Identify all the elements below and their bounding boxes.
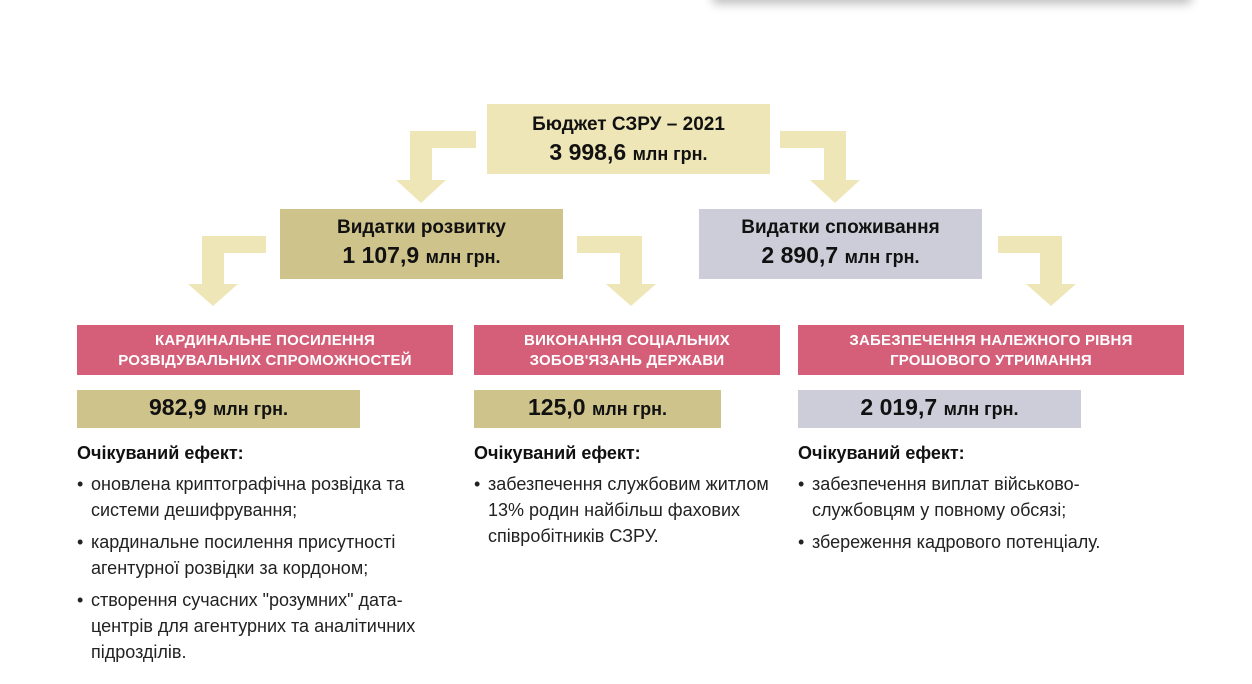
list-item: • збереження кадрового потенціалу.: [798, 529, 1158, 555]
col1-header: КАРДИНАЛЬНЕ ПОСИЛЕННЯ РОЗВІДУВАЛЬНИХ СПРОМОЖНОСТЕЙ: [77, 325, 453, 375]
arrow-development-to-col1: [188, 236, 266, 306]
col1-effect-title: Очікуваний ефект:: [77, 443, 244, 463]
development-box: [280, 209, 563, 279]
list-item: • забезпечення службовим житлом 13% родин найбільш фахових співробітників СЗРУ.: [474, 471, 770, 549]
col2-header: ВИКОНАННЯ СОЦІАЛЬНИХ ЗОБОВ'ЯЗАНЬ ДЕРЖАВИ: [474, 325, 780, 375]
root-title: Бюджет СЗРУ – 2021: [532, 114, 725, 135]
col1-effect-list: [77, 471, 437, 671]
col2-amount: 125,0 млн грн.: [474, 390, 721, 428]
consumption-amount: 2 890,7 млн грн.: [761, 242, 920, 268]
arrow-root-to-consumption: [780, 131, 860, 203]
col2-effect-title: Очікуваний ефект:: [474, 443, 641, 463]
root-amount: 3 998,6 млн грн.: [549, 139, 708, 165]
col2-effect-list: [474, 471, 770, 555]
arrow-consumption-to-col3: [998, 236, 1076, 306]
development-amount: 1 107,9 млн грн.: [342, 242, 501, 268]
col3-amount: 2 019,7 млн грн.: [798, 390, 1081, 428]
consumption-box: [699, 209, 982, 279]
development-title: Видатки розвитку: [337, 217, 506, 238]
col3-effect-title: Очікуваний ефект:: [798, 443, 965, 463]
list-item: • оновлена криптографічна розвідка та системи дешифрування;: [77, 471, 437, 523]
list-item: • створення сучасних "розумних" дата-центрів для агентурних та аналітичних підрозділів.: [77, 587, 437, 665]
col3-header: ЗАБЕЗПЕЧЕННЯ НАЛЕЖНОГО РІВНЯ ГРОШОВОГО УТРИМАННЯ: [798, 325, 1184, 375]
list-item: • кардинальне посилення присутності агентурної розвідки за кордоном;: [77, 529, 437, 581]
arrow-development-to-col2: [577, 236, 656, 306]
col1-amount: 982,9 млн грн.: [77, 390, 360, 428]
col3-effect-list: [798, 471, 1158, 561]
consumption-title: Видатки споживання: [741, 217, 940, 238]
root-budget-box: [487, 104, 770, 174]
arrow-root-to-development: [396, 131, 476, 203]
list-item: • забезпечення виплат військово-службовцям у повному обсязі;: [798, 471, 1158, 523]
